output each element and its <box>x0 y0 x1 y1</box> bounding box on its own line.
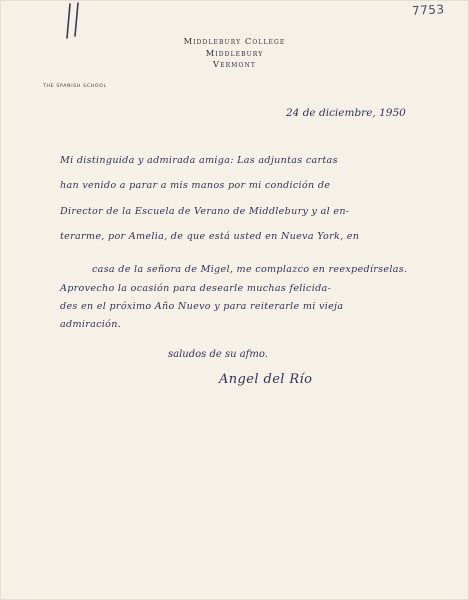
letter-closing: saludos de su afmo. <box>168 349 268 360</box>
letterhead-institution: Middlebury College <box>183 36 286 46</box>
letter-line: han venido a parar a mis manos por mi condición de <box>60 180 331 191</box>
letterhead <box>0 36 469 71</box>
letter-line: des en el próximo Año Nuevo y para reiterarle mi vieja <box>60 301 344 312</box>
letter-date: 24 de diciembre, 1950 <box>286 107 406 119</box>
letter-line: Mi distinguida y admirada amiga: Las adjuntas cartas <box>60 155 338 166</box>
letter-line: Aprovecho la ocasión para desearle muchas felicida- <box>60 283 332 294</box>
letter-line: admiración. <box>60 319 122 330</box>
letter-line: Director de la Escuela de Verano de Middlebury y al en- <box>60 206 350 217</box>
archive-number: 7753 <box>411 2 445 18</box>
letter-line: casa de la señora de Migel, me complazco en reexpedírselas. <box>92 264 408 275</box>
department-label: THE SPANISH SCHOOL <box>43 84 107 89</box>
signature: Angel del Río <box>219 372 313 387</box>
letterhead-state: Vermont <box>213 59 256 70</box>
letterhead-town: Middlebury <box>205 47 264 58</box>
letter-line: terarme, por Amelia, de que está usted en Nueva York, en <box>60 231 360 242</box>
